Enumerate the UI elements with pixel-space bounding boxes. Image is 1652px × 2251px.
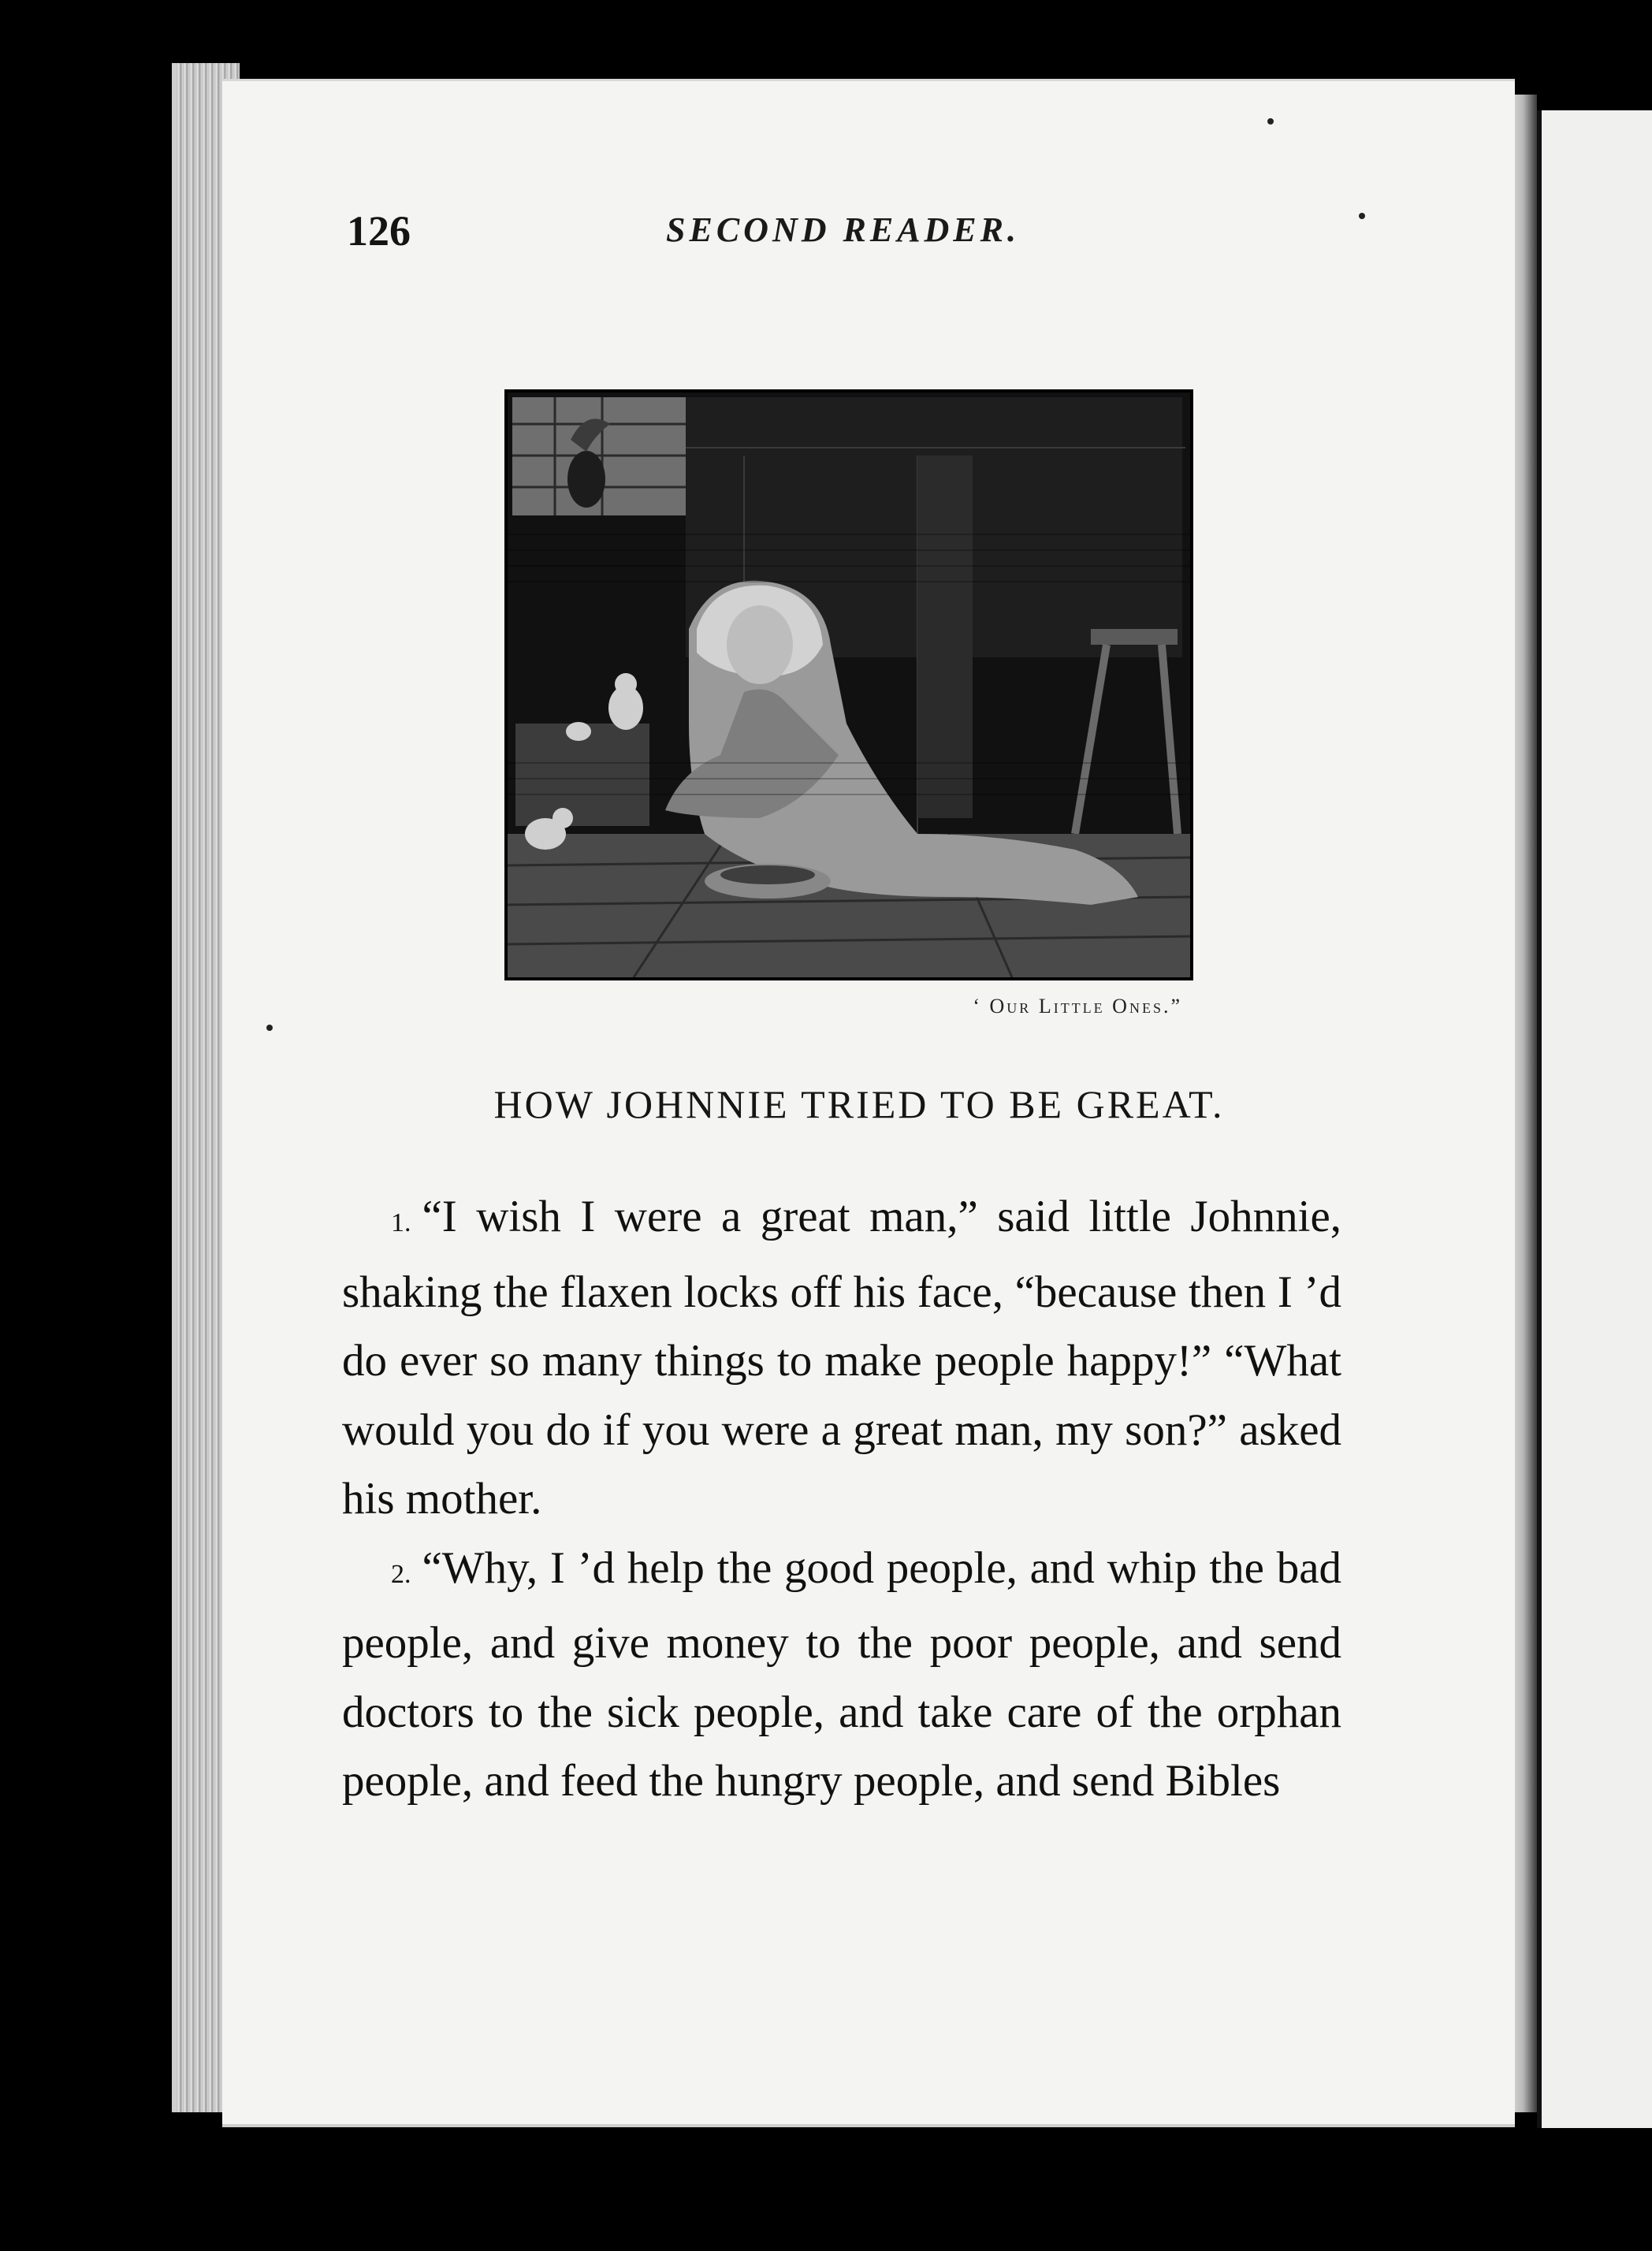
print-speck [266, 1025, 273, 1031]
paragraph [342, 1182, 1341, 1534]
flower-vase [567, 451, 605, 508]
page-header [347, 206, 1056, 262]
print-speck [1359, 213, 1365, 219]
paragraph-number: 1. [391, 1208, 411, 1237]
print-speck [1267, 118, 1274, 125]
paragraph-number: 2. [391, 1559, 411, 1589]
story-body [342, 1182, 1341, 1816]
paragraph-text: “Why, I ’d help the good people, and whip the bad people, and give money to the poor people, and send doctors to the sick people, and take care of the orphan people, and feed the hungry people, and send Bibles [342, 1542, 1341, 1806]
running-head: SECOND READER. [666, 210, 1021, 249]
facing-page [1537, 110, 1652, 2128]
engraving-picture [508, 393, 1190, 977]
paragraph-text: “I wish I were a great man,” said little Johnnie, shaking the flaxen locks off his face, “because then I ’d do ever so many things to make people happy!” “What would you do if you were a great man, my son?” asked his mother. [342, 1192, 1341, 1524]
engraving-illustration [504, 389, 1193, 980]
page-number: 126 [347, 207, 411, 255]
illustration-caption: ‘ Our Little Ones.” [973, 995, 1182, 1018]
story-title: HOW JOHNNIE TRIED TO BE GREAT. [493, 1082, 1225, 1126]
stool [1091, 629, 1178, 645]
paragraph [342, 1534, 1341, 1816]
